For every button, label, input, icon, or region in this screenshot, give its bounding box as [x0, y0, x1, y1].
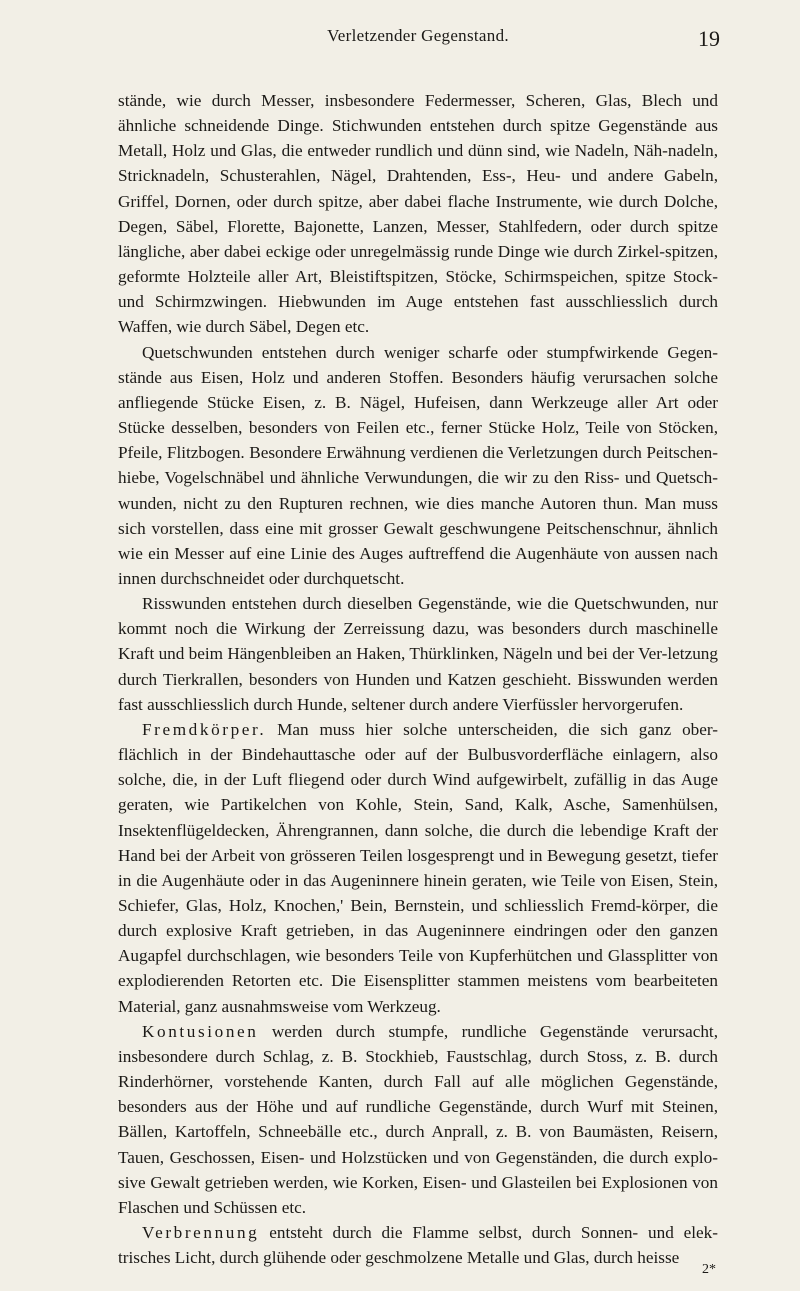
paragraph-risswunden [118, 591, 718, 717]
paragraph-text: werden durch stumpfe, rundliche Gegenstände verursacht, insbesondere durch Schlag, z. B. Stockhieb, Faustschlag, durch Stoss, z. B. durch Rinderhörner, vorstehende Kanten, durch Fall auf alle möglichen Gegenstände, besonders aus der Höhe und auf rundliche Gegenstände, durch Wurf mit Steinen, Bällen, Kartoffeln, Schneebälle etc., durch Anprall, z. B. von Baumästen, Reisern, Tauen, Geschossen, Eisen- und Holzstücken und von Gegenständen, die durch explo-sive Gewalt getrieben werden, wie Korken, Eisen- und Glasteilen bei Explosionen von Flaschen und Schüssen etc. [118, 1021, 718, 1217]
paragraph-lead-term: Fremdkörper. [142, 719, 267, 739]
paragraph-fremdkoerper [118, 717, 718, 1019]
paragraph-kontusionen [118, 1019, 718, 1220]
paragraph-text: entsteht durch die Flamme selbst, durch Sonnen- und elek-trisches Licht, durch glühende oder geschmolzene Metalle und Glas, durch heisse [118, 1223, 718, 1268]
paragraph-stichwunden [118, 88, 718, 340]
paragraph-quetschwunden [118, 340, 718, 592]
paragraph-text: stände, wie durch Messer, insbesondere Federmesser, Scheren, Glas, Blech und ähnliche schneidende Dinge. Stichwunden entstehen durch spitze Gegenstände aus Metall, Holz und Glas, die entweder rundlich und dünn sind, wie Nadeln, Näh-nadeln, Stricknadeln, Schusterahlen, Nägel, Drahtenden, Ess-, Heu- und andere Gabeln, Griffel, Dornen, oder durch spitze, aber dabei flache Instrumente, wie durch Dolche, Degen, Säbel, Florette, Bajonette, Lanzen, Messer, Stahlfedern, oder durch spitze längliche, aber dabei eckige oder unregelmässig runde Dinge wie durch Zirkel-spitzen, geformte Holzteile aller Art, Bleistiftspitzen, Stöcke, Schirmspeichen, spitze Stock- und Schirmzwingen. Hiebwunden im Auge entstehen fast ausschliesslich durch Waffen, wie durch Säbel, Degen etc. [118, 91, 718, 337]
paragraph-text: Risswunden entstehen durch dieselben Gegenstände, wie die Quetschwunden, nur kommt noch die Wirkung der Zerreissung dazu, was besonders durch maschinelle Kraft und beim Hängenbleiben an Haken, Thürklinken, Nägeln und bei der Ver-letzung durch Tierkrallen, besonders von Hunden und Katzen geschieht. Bisswunden werden fast ausschliesslich durch Hunde, seltener durch andere Vierfüssler hervorgerufen. [118, 594, 718, 714]
running-head [118, 22, 718, 62]
paragraph-text: Quetschwunden entstehen durch weniger scharfe oder stumpfwirkende Gegen-stände aus Eisen, Holz und anderen Stoffen. Besonders häufig verursachen solche anfliegende Stücke Eisen, z. B. Nägel, Hufeisen, dann Werkzeuge aller Art oder Stücke desselben, besonders von Feilen etc., ferner Stücke Holz, Teile von Stöcken, Pfeile, Flitzbogen. Besondere Erwähnung verdienen die Verletzungen durch Peitschen-hiebe, Vogelschnäbel und ähnliche Verwundungen, die wir zu den Riss- und Quetsch-wunden, nicht zu den Rupturen rechnen, wie dies manche Autoren thun. Man muss sich vorstellen, dass eine mit grosser Gewalt geschwungene Peitschenschnur, ähnlich wie ein Messer auf eine Linie des Auges auftreffend die Augenhäute von aussen nach innen durchschneidet oder durchquetscht. [118, 342, 718, 588]
paragraph-text: Man muss hier solche unterscheiden, die sich ganz ober-flächlich in der Bindehauttasche oder auf der Bulbusvorderfläche einlagern, also solche, die, in der Luft fliegend oder durch Wind aufgewirbelt, zufällig in das Auge geraten, wie Partikelchen von Kohle, Stein, Sand, Kalk, Asche, Samenhülsen, Insektenflügeldecken, Ährengrannen, dann solche, die durch die lebendige Kraft der Hand bei der Arbeit von grösseren Teilen losgesprengt und in Bewegung gesetzt, tiefer in die Augenhäute oder in das Augeninnere hinein geraten, wie Teile von Eisen, Stein, Schiefer, Glas, Holz, Knochen,' Bein, Bernstein, und schliesslich Fremd-körper, die durch explosive Kraft getrieben, in das Augeninnere eindringen oder den ganzen Augapfel durchschlagen, wie besonders Teile von Kupferhütchen und Glassplitter von explodierenden Retorten etc. Die Eisensplitter stammen meistens vom bearbeiteten Material, ganz ausnahmsweise vom Werkzeug. [118, 719, 718, 1016]
running-head-title: Verletzender Gegenstand. [327, 26, 509, 45]
paragraph-verbrennung [118, 1220, 718, 1270]
paragraph-lead-term: Kontusionen [142, 1021, 259, 1041]
body-text [118, 88, 718, 1270]
paragraph-lead-term: Verbrennung [142, 1223, 260, 1243]
sheet-signature: 2* [702, 1262, 716, 1277]
page-number: 19 [698, 26, 720, 51]
